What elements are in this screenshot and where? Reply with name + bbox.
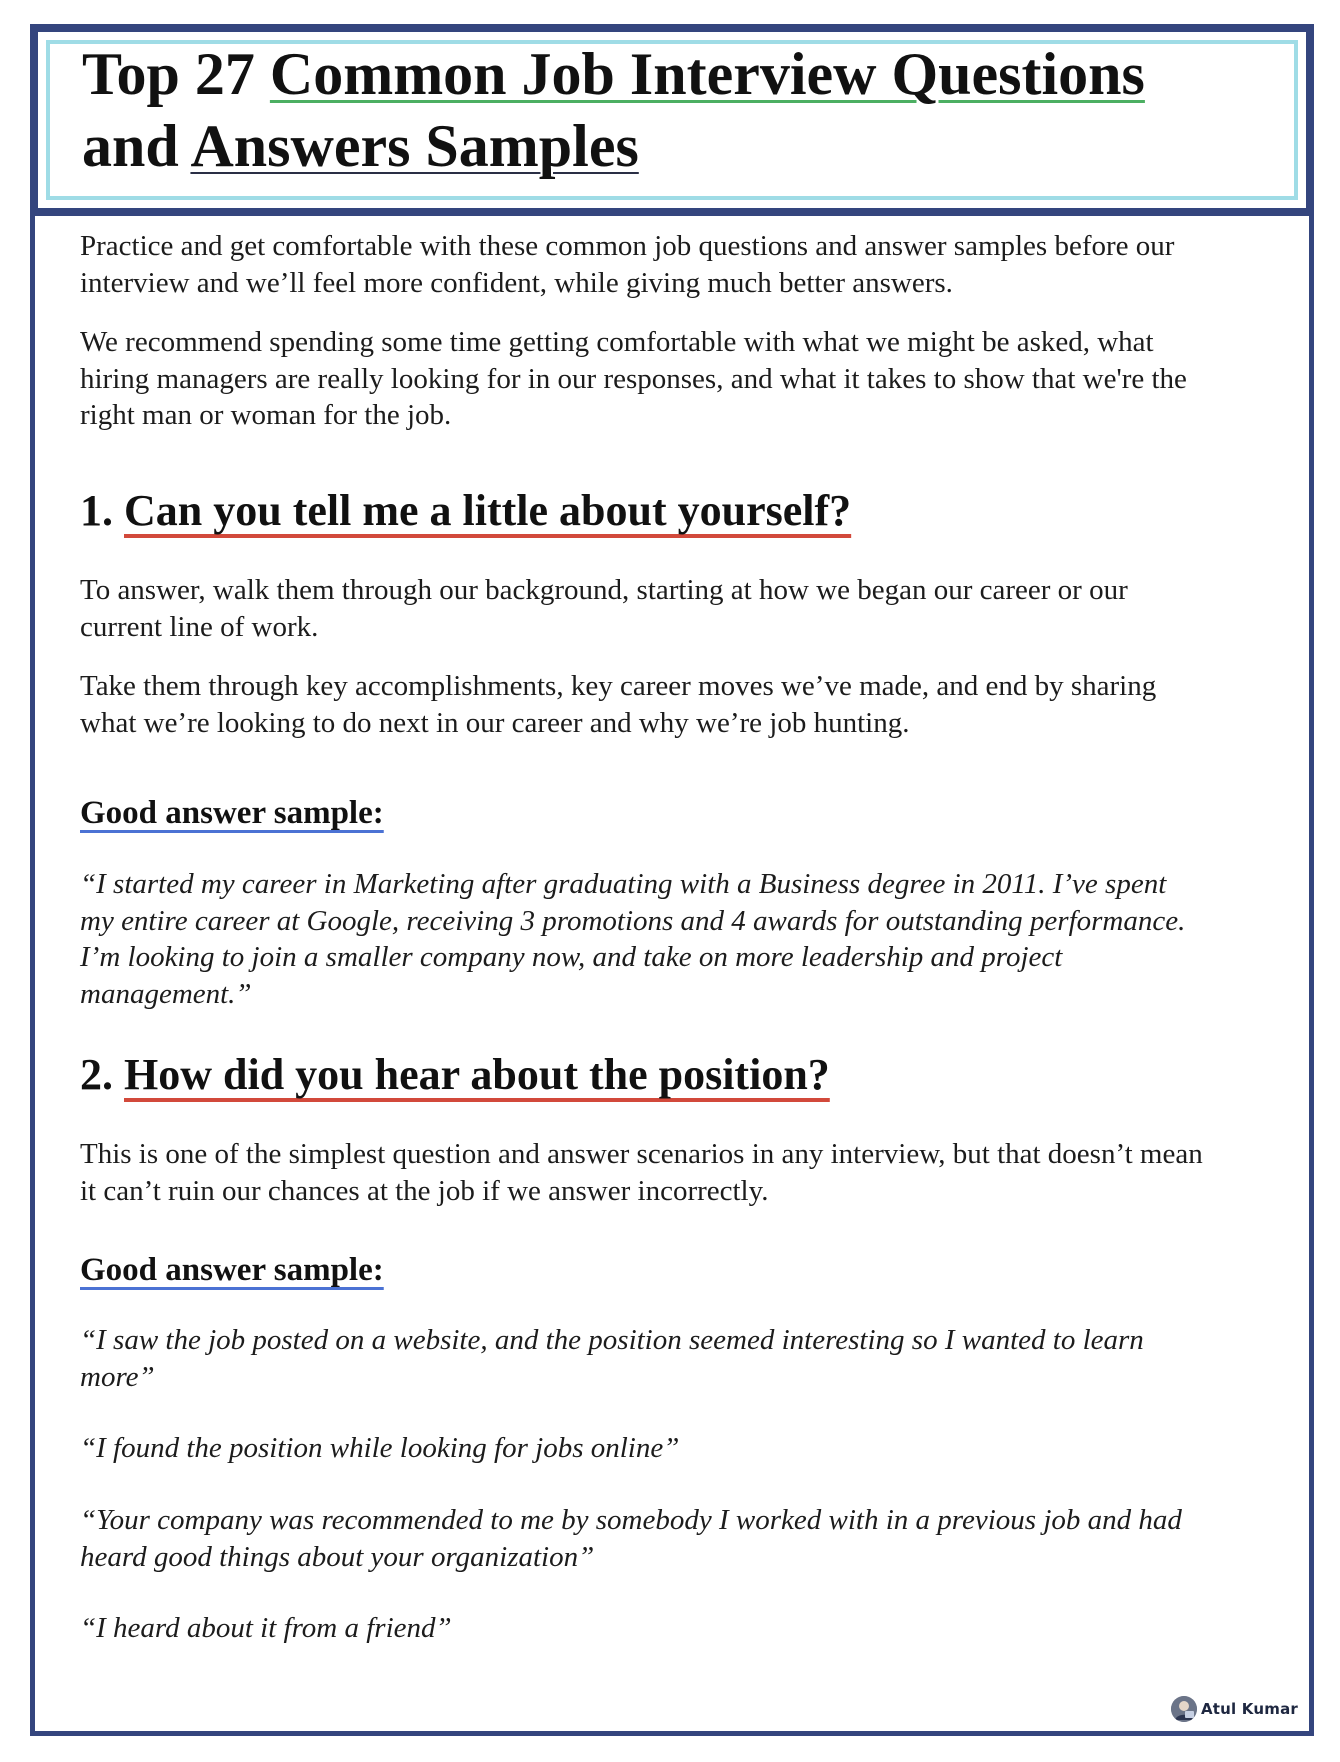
author-name: Atul Kumar	[1200, 1700, 1298, 1718]
q2-sample3-line2: heard good things about your organization”	[80, 1540, 595, 1573]
question-1-number: 1.	[80, 486, 124, 535]
intro-p2-line1: We recommend spending some time getting comfortable with what we might be asked, what	[80, 326, 1154, 358]
question-2-sample-3	[80, 1502, 1182, 1575]
q1-p1-line2: current line of work.	[80, 610, 319, 643]
q1-p1-line1: To answer, walk them through our background, starting at how we began our career or our	[80, 574, 1128, 606]
q1-p2-line1: Take them through key accomplishments, key career moves we’ve made, and end by sharing	[80, 670, 1157, 702]
q2-sample2-text: “I found the position while looking for jobs online”	[80, 1432, 680, 1464]
question-1-heading	[80, 484, 851, 538]
intro-p2-line3: right man or woman for the job.	[80, 399, 452, 431]
intro-p1-line2: interview and we’ll feel more confident, while giving much better answers.	[80, 266, 953, 299]
intro-p1-line1: Practice and get comfortable with these common job questions and answer samples before our	[80, 230, 1175, 262]
question-2-sample-2	[80, 1430, 679, 1467]
question-1-sample-heading: Good answer sample:	[80, 795, 384, 831]
intro-p2-line2: hiring managers are really looking for in our responses, and what it takes to show that we're the	[80, 362, 1187, 395]
q1-sample-line1: “I started my career in Marketing after graduating with a Business degree in 2011. I’ve spent	[80, 868, 1167, 900]
q1-sample-line2: my entire career at Google, receiving 3 promotions and 4 awards for outstanding performance.	[80, 904, 1186, 937]
question-1-sample-heading-wrap	[80, 793, 384, 833]
q1-sample-line4: management.”	[80, 977, 252, 1010]
question-1-paragraph-2	[80, 668, 1156, 741]
title-part3: and	[82, 113, 191, 179]
person-avatar-icon	[1171, 1696, 1197, 1722]
q2-sample1-line2: more”	[80, 1360, 155, 1393]
question-2-sample-heading-wrap	[80, 1250, 384, 1290]
intro-paragraph-2	[80, 324, 1187, 434]
question-1-sample-answer	[80, 866, 1185, 1012]
author-signature	[1171, 1696, 1298, 1722]
question-2-number: 2.	[80, 1050, 124, 1099]
question-2-heading	[80, 1048, 830, 1102]
question-1-text: Can you tell me a little about yourself?	[124, 486, 852, 535]
page-title	[82, 38, 1145, 182]
q2-p1-line2: it can’t ruin our chances at the job if we answer incorrectly.	[80, 1174, 769, 1207]
title-part4: Answers Samples	[190, 113, 639, 179]
q1-sample-line3: I’m looking to join a smaller company now, and take on more leadership and project	[80, 941, 1063, 973]
title-part2: Common Job Interview Questions	[269, 41, 1145, 107]
question-2-sample-4	[80, 1610, 452, 1647]
title-box	[30, 24, 1314, 216]
question-2-paragraph-1	[80, 1136, 1203, 1209]
q2-sample4-text: “I heard about it from a friend”	[80, 1612, 452, 1644]
question-2-sample-heading: Good answer sample:	[80, 1252, 384, 1288]
q2-sample1-line1: “I saw the job posted on a website, and the position seemed interesting so I wanted to learn	[80, 1324, 1144, 1356]
question-1-paragraph-1	[80, 572, 1128, 645]
q1-p2-line2: what we’re looking to do next in our career and why we’re job hunting.	[80, 706, 910, 739]
question-2-sample-1	[80, 1322, 1144, 1395]
question-2-text: How did you hear about the position?	[124, 1050, 830, 1099]
title-part1: Top 27	[82, 41, 270, 107]
q2-sample3-line1: “Your company was recommended to me by somebody I worked with in a previous job and had	[80, 1504, 1182, 1536]
intro-paragraph-1	[80, 228, 1174, 301]
q2-p1-line1: This is one of the simplest question and answer scenarios in any interview, but that doesn’t mean	[80, 1138, 1203, 1170]
